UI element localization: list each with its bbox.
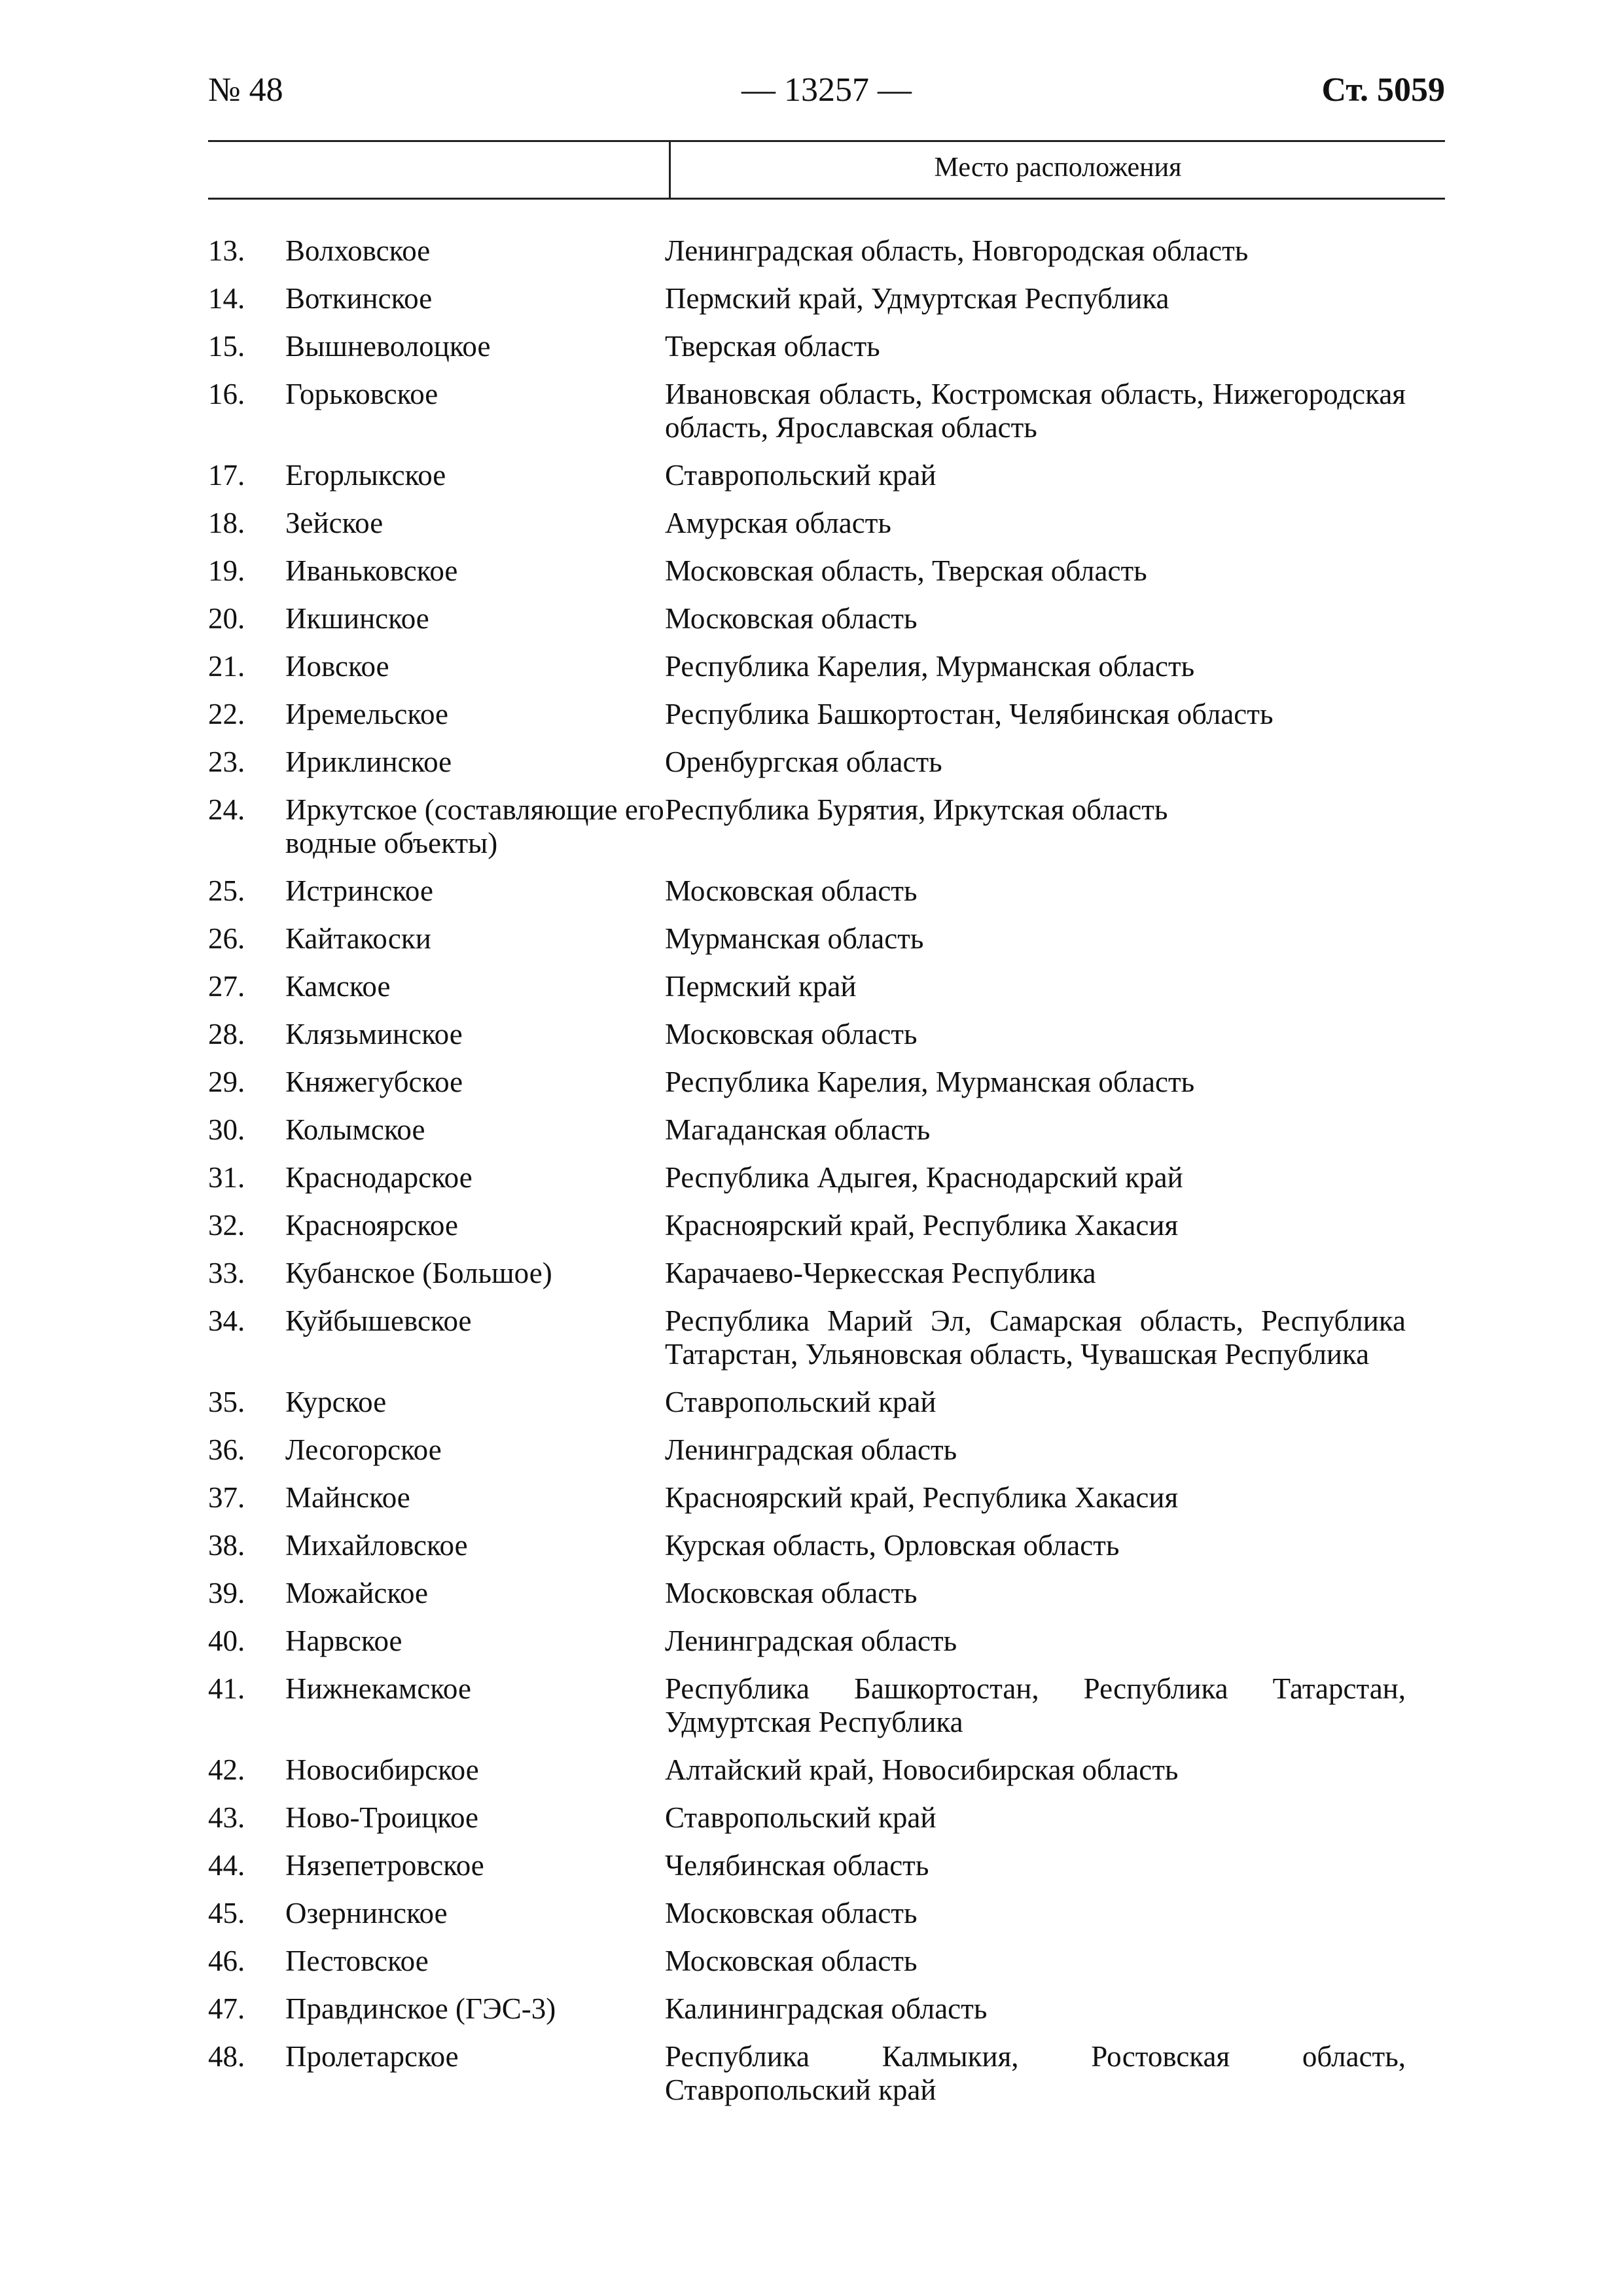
table-row (208, 234, 1425, 268)
issue-number: № 48 (208, 71, 283, 109)
reservoir-name: Нижнекамское (285, 1672, 471, 1705)
reservoir-location: Московская область, Тверская область (665, 554, 1147, 587)
reservoir-name: Пестовское (285, 1945, 429, 1977)
page-header (208, 71, 1445, 123)
row-number: 39. (208, 1577, 245, 1609)
reservoir-name: Истринское (285, 874, 433, 907)
row-number: 25. (208, 874, 245, 907)
reservoir-name: Волховское (285, 234, 431, 267)
reservoir-location: Ленинградская область (665, 1624, 957, 1657)
table-row (208, 1849, 1425, 1882)
table-header-rule (208, 198, 1445, 200)
row-number: 14. (208, 282, 245, 315)
reservoir-name: Майнское (285, 1481, 410, 1514)
row-number: 42. (208, 1753, 245, 1786)
row-number: 21. (208, 650, 245, 683)
row-number: 37. (208, 1481, 245, 1514)
reservoir-location: Челябинская область (665, 1849, 929, 1882)
row-number: 18. (208, 507, 245, 539)
reservoir-location: Московская область (665, 1018, 918, 1050)
reservoir-name: Красноярское (285, 1209, 458, 1242)
reservoir-name: Егорлыкское (285, 459, 446, 492)
reservoir-name: Икшинское (285, 602, 429, 635)
reservoir-name: Колымское (285, 1113, 425, 1146)
row-number: 46. (208, 1945, 245, 1977)
table-top-rule (208, 140, 1445, 142)
table-row (208, 1753, 1425, 1787)
row-number: 30. (208, 1113, 245, 1146)
table-row (208, 1161, 1425, 1194)
row-number: 33. (208, 1257, 245, 1289)
reservoir-location: Ивановская область, Костромская область, Нижегородская область, Ярославская область (665, 378, 1406, 444)
row-number: 47. (208, 1992, 245, 2025)
row-number: 29. (208, 1066, 245, 1098)
reservoir-location: Магаданская область (665, 1113, 931, 1146)
table-row (208, 1577, 1425, 1610)
reservoir-location: Курская область, Орловская область (665, 1529, 1120, 1562)
article-number: Ст. 5059 (1321, 71, 1445, 109)
page-number: — 13257 — (741, 71, 912, 109)
reservoir-name: Кубанское (Большое) (285, 1257, 552, 1289)
reservoir-location: Московская область (665, 874, 918, 907)
row-number: 16. (208, 378, 245, 410)
table-row (208, 1992, 1425, 2026)
table-row (208, 1386, 1425, 1419)
row-number: 48. (208, 2040, 245, 2073)
row-number: 44. (208, 1849, 245, 1882)
table-row (208, 745, 1425, 779)
row-number: 40. (208, 1624, 245, 1657)
reservoir-name: Иваньковское (285, 554, 458, 587)
row-number: 15. (208, 330, 245, 363)
reservoir-name: Иремельское (285, 698, 448, 730)
table-row (208, 602, 1425, 636)
reservoir-location: Тверская область (665, 330, 880, 363)
table-row (208, 1672, 1425, 1739)
table-row (208, 922, 1425, 956)
table-row (208, 1801, 1425, 1835)
column-header-location: Место расположения (934, 152, 1182, 183)
reservoir-location: Республика Марий Эл, Самарская область, Республика Татарстан, Ульяновская область, Чувашская Республика (665, 1304, 1406, 1371)
reservoir-location: Ставропольский край (665, 459, 936, 492)
row-number: 38. (208, 1529, 245, 1562)
row-number: 17. (208, 459, 245, 492)
reservoir-name: Ново-Троицкое (285, 1801, 478, 1834)
table-row (208, 1209, 1425, 1242)
row-number: 26. (208, 922, 245, 955)
table-row (208, 1529, 1425, 1562)
reservoir-name: Можайское (285, 1577, 428, 1609)
reservoir-location: Карачаево-Черкесская Республика (665, 1257, 1096, 1289)
table-row (208, 650, 1425, 683)
reservoir-name: Иркутское (составляющие его водные объекты) (285, 793, 664, 859)
row-number: 20. (208, 602, 245, 635)
reservoir-location: Ленинградская область (665, 1433, 957, 1466)
table-row (208, 554, 1425, 588)
reservoir-location: Алтайский край, Новосибирская область (665, 1753, 1179, 1786)
reservoir-name: Нарвское (285, 1624, 402, 1657)
row-number: 31. (208, 1161, 245, 1194)
row-number: 22. (208, 698, 245, 730)
reservoir-name: Куйбышевское (285, 1304, 472, 1337)
reservoir-name: Иовское (285, 650, 389, 683)
reservoir-name: Нязепетровское (285, 1849, 484, 1882)
row-number: 23. (208, 745, 245, 778)
row-number: 32. (208, 1209, 245, 1242)
reservoir-name: Воткинское (285, 282, 433, 315)
table-row (208, 1945, 1425, 1978)
reservoir-location: Оренбургская область (665, 745, 942, 778)
table-row (208, 1897, 1425, 1930)
table-row (208, 459, 1425, 492)
reservoir-location: Пермский край, Удмуртская Республика (665, 282, 1169, 315)
reservoir-location: Республика Калмыкия, Ростовская область, Ставропольский край (665, 2040, 1406, 2106)
reservoir-location: Пермский край (665, 970, 857, 1003)
reservoir-location: Республика Карелия, Мурманская область (665, 650, 1195, 683)
reservoir-name: Лесогорское (285, 1433, 442, 1466)
reservoir-name: Зейское (285, 507, 383, 539)
reservoir-name: Клязьминское (285, 1018, 463, 1050)
reservoir-location: Ленинградская область, Новгородская область (665, 234, 1249, 267)
reservoir-location: Московская область (665, 602, 918, 635)
reservoir-name: Камское (285, 970, 391, 1003)
reservoir-name: Горьковское (285, 378, 438, 410)
table-row (208, 698, 1425, 731)
table-row (208, 507, 1425, 540)
reservoir-location: Красноярский край, Республика Хакасия (665, 1209, 1179, 1242)
reservoir-name: Правдинское (ГЭС-3) (285, 1992, 556, 2025)
reservoir-name: Вышневолоцкое (285, 330, 491, 363)
reservoir-location: Республика Башкортостан, Республика Татарстан, Удмуртская Республика (665, 1672, 1406, 1738)
reservoir-location: Республика Адыгея, Краснодарский край (665, 1161, 1183, 1194)
table-row (208, 1018, 1425, 1051)
reservoir-location: Красноярский край, Республика Хакасия (665, 1481, 1179, 1514)
reservoir-location: Республика Башкортостан, Челябинская область (665, 698, 1274, 730)
reservoir-table (208, 234, 1425, 2121)
table-row (208, 1113, 1425, 1147)
table-row (208, 1624, 1425, 1658)
row-number: 45. (208, 1897, 245, 1929)
reservoir-name: Озернинское (285, 1897, 448, 1929)
row-number: 27. (208, 970, 245, 1003)
reservoir-location: Мурманская область (665, 922, 924, 955)
reservoir-location: Республика Бурятия, Иркутская область (665, 793, 1168, 826)
reservoir-location: Московская область (665, 1897, 918, 1929)
reservoir-location: Московская область (665, 1577, 918, 1609)
reservoir-name: Кайтакоски (285, 922, 431, 955)
reservoir-name: Пролетарское (285, 2040, 459, 2073)
row-number: 28. (208, 1018, 245, 1050)
reservoir-name: Михайловское (285, 1529, 468, 1562)
reservoir-name: Княжегубское (285, 1066, 463, 1098)
row-number: 24. (208, 793, 245, 826)
reservoir-location: Ставропольский край (665, 1801, 936, 1834)
table-row (208, 1481, 1425, 1515)
table-row (208, 330, 1425, 363)
reservoir-location: Амурская область (665, 507, 891, 539)
row-number: 35. (208, 1386, 245, 1418)
table-row (208, 2040, 1425, 2107)
table-row (208, 874, 1425, 908)
table-row (208, 1304, 1425, 1371)
table-row (208, 282, 1425, 315)
row-number: 36. (208, 1433, 245, 1466)
table-row (208, 970, 1425, 1003)
reservoir-name: Ириклинское (285, 745, 452, 778)
reservoir-location: Калининградская область (665, 1992, 988, 2025)
table-row (208, 793, 1425, 860)
row-number: 19. (208, 554, 245, 587)
reservoir-name: Курское (285, 1386, 387, 1418)
reservoir-location: Республика Карелия, Мурманская область (665, 1066, 1195, 1098)
row-number: 13. (208, 234, 245, 267)
row-number: 34. (208, 1304, 245, 1337)
reservoir-name: Краснодарское (285, 1161, 473, 1194)
table-row (208, 1257, 1425, 1290)
reservoir-location: Московская область (665, 1945, 918, 1977)
reservoir-location: Ставропольский край (665, 1386, 936, 1418)
row-number: 41. (208, 1672, 245, 1705)
table-row (208, 378, 1425, 444)
row-number: 43. (208, 1801, 245, 1834)
table-row (208, 1433, 1425, 1467)
table-row (208, 1066, 1425, 1099)
reservoir-name: Новосибирское (285, 1753, 479, 1786)
